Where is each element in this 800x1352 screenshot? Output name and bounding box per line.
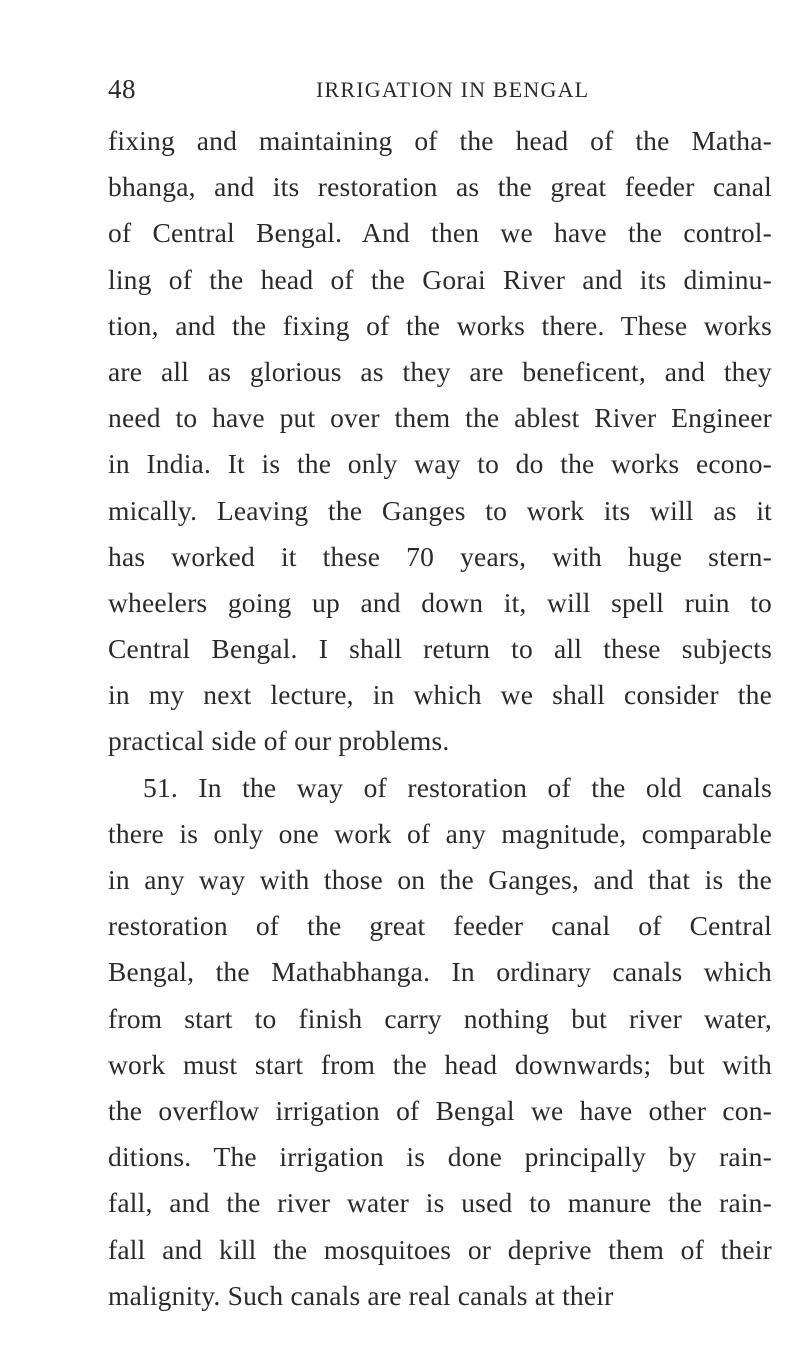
text-line: fall and kill the mosquitoes or deprive them of their xyxy=(108,1233,772,1265)
text-line: mically. Leaving the Ganges to work its will as it xyxy=(108,494,772,526)
text-line: fall, and the river water is used to manure the rain- xyxy=(108,1187,772,1219)
paragraph-end-line: practical side of our problems. xyxy=(108,725,450,757)
running-head: IRRIGATION IN BENGAL xyxy=(316,77,590,102)
text-line: restoration of the great feeder canal of Central xyxy=(108,910,772,942)
text-line: has worked it these 70 years, with huge stern- xyxy=(108,540,772,572)
text-line: work must start from the head downwards; but with xyxy=(108,1048,772,1080)
text-line: of Central Bengal. And then we have the control- xyxy=(108,217,772,249)
text-line: bhanga, and its restoration as the great feeder canal xyxy=(108,171,772,203)
paragraph-start-line: 51. In the way of restoration of the old canals xyxy=(143,771,772,803)
text-line: from start to finish carry nothing but river water, xyxy=(108,1002,772,1034)
text-line: ling of the head of the Gorai River and its diminu- xyxy=(108,263,772,295)
page-number: 48 xyxy=(108,74,136,104)
text-line: in any way with those on the Ganges, and that is the xyxy=(108,864,772,895)
text-line: wheelers going up and down it, will spell ruin to xyxy=(108,586,772,618)
text-line: are all as glorious as they are beneficent, and they xyxy=(108,355,772,387)
text-line: tion, and the fixing of the works there. These works xyxy=(108,309,772,341)
text-line: Bengal, the Mathabhanga. In ordinary canals which xyxy=(108,956,772,988)
text-line: there is only one work of any magnitude, comparable xyxy=(108,817,772,849)
text-line: in my next lecture, in which we shall consider the xyxy=(108,679,772,711)
text-line: malignity. Such canals are real canals at their xyxy=(108,1279,614,1311)
body-text xyxy=(108,118,772,1319)
text-line: need to have put over them the ablest River Engineer xyxy=(108,402,772,434)
page-header xyxy=(108,74,768,114)
text-line: Central Bengal. I shall return to all these subjects xyxy=(108,633,772,665)
text-line: fixing and maintaining of the head of the Matha- xyxy=(108,125,772,156)
text-line: in India. It is the only way to do the works econo- xyxy=(108,448,772,480)
text-line: ditions. The irrigation is done principally by rain- xyxy=(108,1141,772,1173)
text-line: the overflow irrigation of Bengal we have other con- xyxy=(108,1094,772,1126)
